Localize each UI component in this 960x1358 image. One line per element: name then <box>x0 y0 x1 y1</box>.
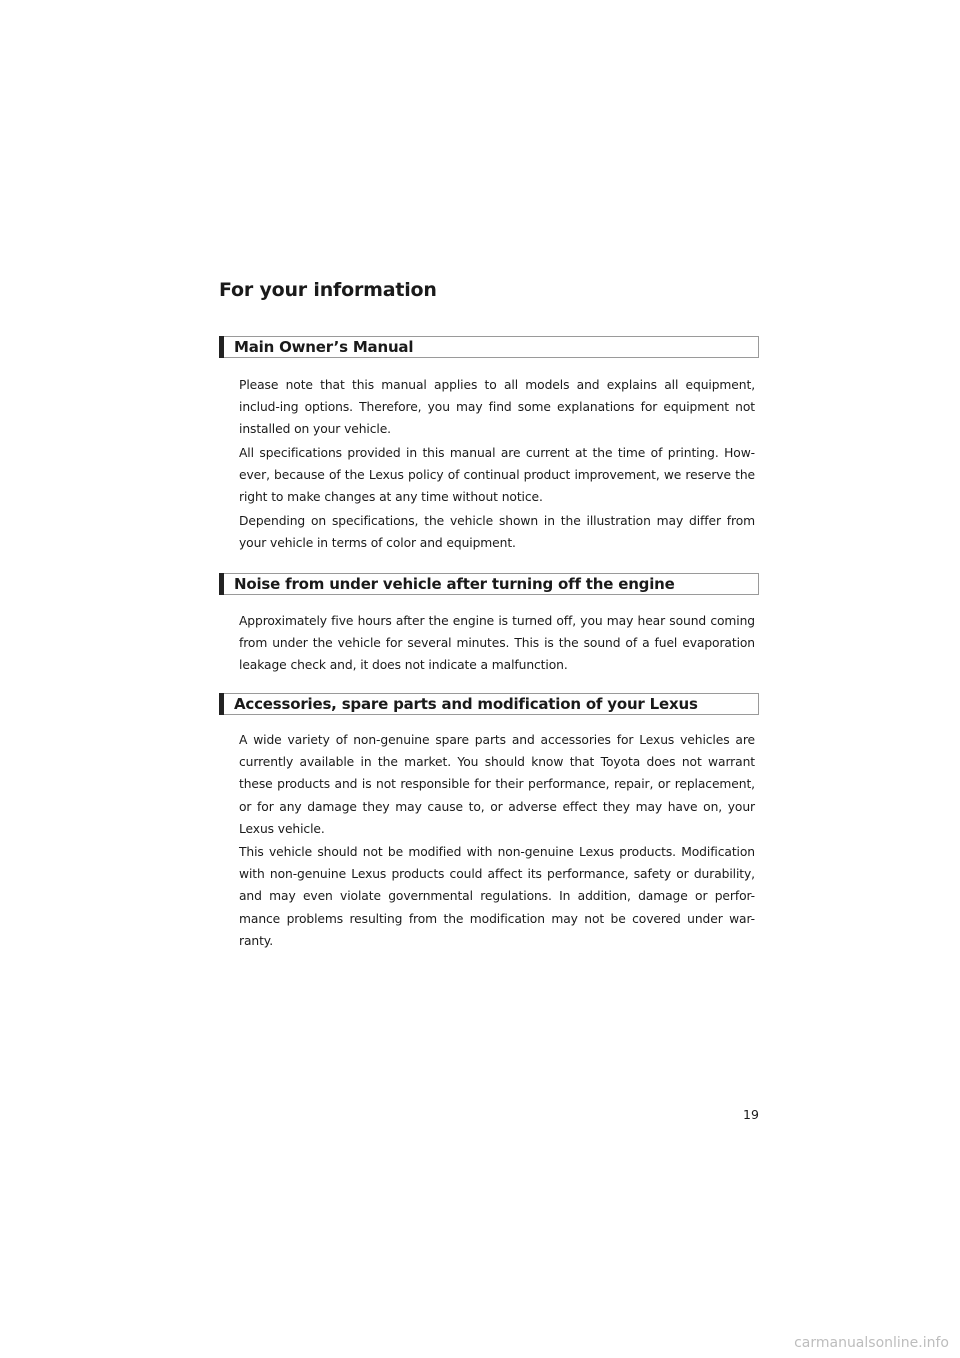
section-title: Noise from under vehicle after turning off the engine <box>234 575 675 593</box>
section-header-accessories-modification <box>224 693 759 715</box>
paragraph: Approximately five hours after the engine is turned off, you may hear sound coming from under the vehicle for several minutes. This is the sound of a fuel evaporation leakage check and, it does not indicate a malfunction. <box>239 614 755 673</box>
section-header-noise-under-vehicle <box>224 573 759 595</box>
section-header-main-owners-manual <box>224 336 759 358</box>
paragraph: This vehicle should not be modified with non-genuine Lexus products. Modification with non-genuine Lexus products could affect its performance, safety or durability, and may even violate governmental regulations. In addition, damage or perfor-mance problems resulting from the modification may not be covered under war-ranty. <box>239 845 755 948</box>
watermark: carmanualsonline.info <box>794 1335 949 1351</box>
section-title: Accessories, spare parts and modification of your Lexus <box>234 695 698 713</box>
paragraph: Please note that this manual applies to all models and explains all equipment, includ-ing options. Therefore, you may find some explanations for equipment not installed on your vehicle. <box>239 378 755 437</box>
paragraph: A wide variety of non-genuine spare parts and accessories for Lexus vehicles are currently available in the market. You should know that Toyota does not warrant these products and is not responsible for their performance, repair, or replacement, or for any damage they may cause to, or adverse effect they may have on, your Lexus vehicle. <box>239 733 755 836</box>
section-title: Main Owner’s Manual <box>234 338 414 356</box>
page-number: 19 <box>743 1107 759 1122</box>
paragraph: Depending on specifications, the vehicle shown in the illustration may differ from your vehicle in terms of color and equipment. <box>239 514 755 551</box>
paragraph: All specifications provided in this manual are current at the time of printing. How-ever, because of the Lexus policy of continual product improvement, we reserve the right to make changes at any time without notice. <box>239 446 755 505</box>
page-title: For your information <box>219 279 437 301</box>
